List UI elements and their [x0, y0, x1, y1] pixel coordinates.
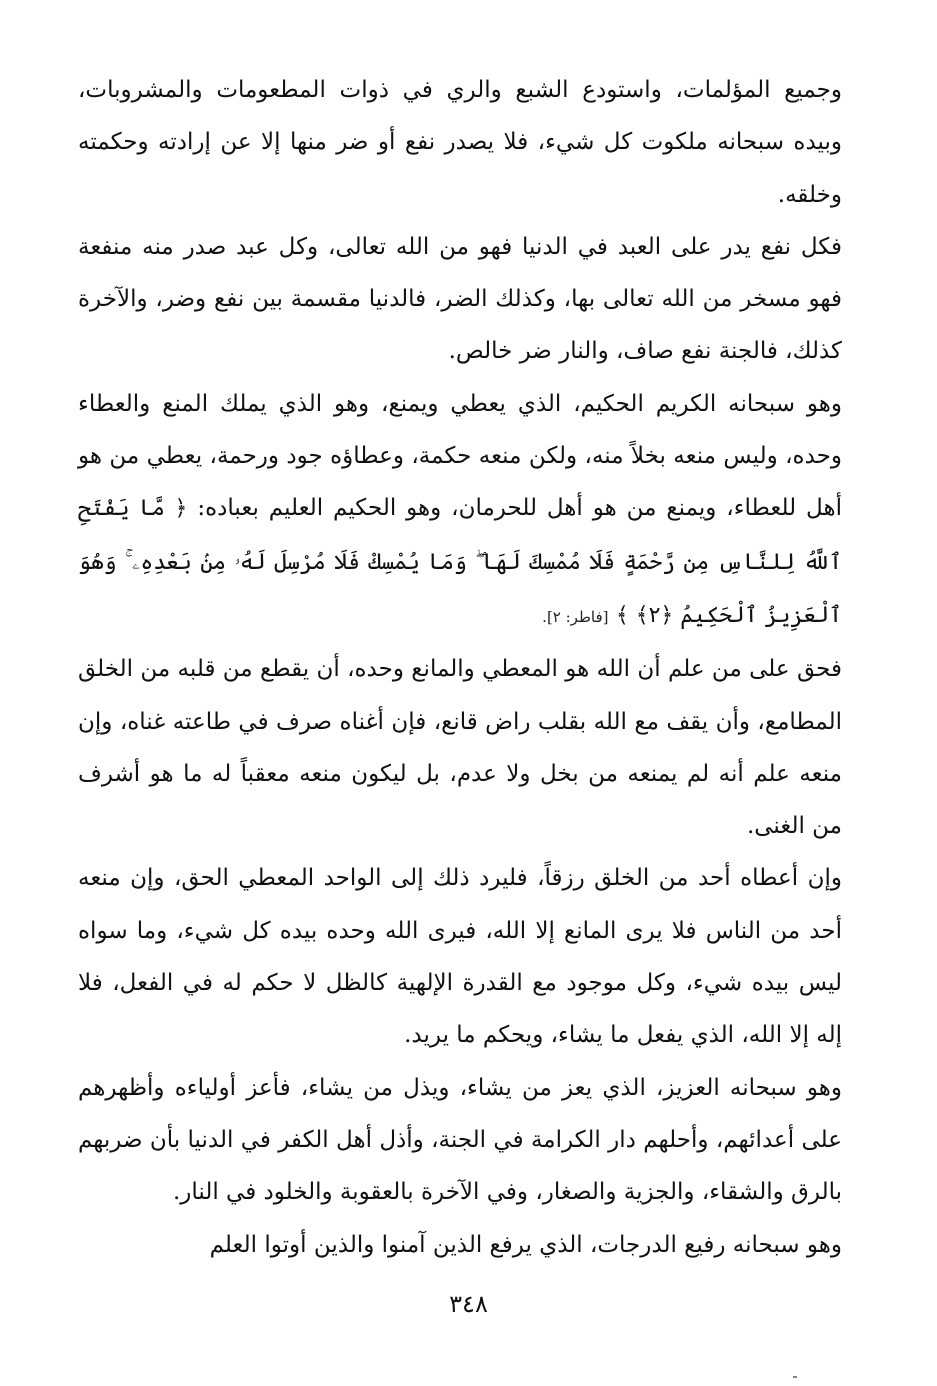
paragraph-5: وإن أعطاه أحد من الخلق رزقاً، فليرد ذلك إلى الواحد المعطي الحق، وإن منعه أحد من الناس فلا يرى المانع إلا الله، فيرى الله وحده بيده كل شيء، وما سواه ليس بيده شيء، وكل موجود مع القدرة الإلهية كالظل لا حكم له في الفعل، فلا إله إلا الله، الذي يفعل ما يشاء، ويحكم ما يريد.	[78, 865, 842, 1049]
quran-verse: ﴿ مَّا يَفْتَحِ ٱللَّهُ لِلنَّاسِ مِن رَّحْمَةٍ فَلَا مُمْسِكَ لَهَا ۖ وَمَا يُمْسِكْ فَلَا مُرْسِلَ لَهُۥ مِنۢ بَعْدِهِۦ ۚ وَهُوَ ٱلْعَزِيزُ ٱلْحَكِيمُ ﴿٢﴾ ﴾	[78, 496, 842, 628]
paragraph-4: فحق على من علم أن الله هو المعطي والمانع وحده، أن يقطع من قلبه من الخلق المطامع، وأن يقف مع الله بقلب راض قانع، فإن أغناه صرف في طاعته غناه، وإن منعه علم أنه لم يمنعه من بخل ولا عدم، بل ليكون منعه معقباً له ما هو أشرف من الغنى.	[78, 656, 842, 840]
verse-reference: [فاطر: ٢].	[542, 607, 609, 626]
paragraph-7: وهو سبحانه رفيع الدرجات، الذي يرفع الذين آمنوا والذين أوتوا العلم	[209, 1231, 842, 1258]
scan-speck	[793, 1376, 797, 1378]
paragraph-3	[78, 378, 842, 643]
body-text	[78, 64, 842, 1271]
paragraph-1: وجميع المؤلمات، واستودع الشبع والري في ذوات المطعومات والمشروبات، وبيده سبحانه ملكوت كل شيء، فلا يصدر نفع أو ضر منها إلا عن إرادته وحكمته وخلقه.	[78, 77, 842, 208]
paragraph-3-text: وهو سبحانه الكريم الحكيم، الذي يعطي ويمنع، وهو الذي يملك المنع والعطاء وحده، وليس منعه بخلاً منه، ولكن منعه حكمة، وعطاؤه جود ورحمة، يعطي من هو أهل للعطاء، ويمنع من هو أهل للحرمان، وهو الحكيم العليم بعباده:	[78, 390, 842, 522]
paragraph-2: فكل نفع يدر على العبد في الدنيا فهو من الله تعالى، وكل عبد صدر منه منفعة فهو مسخر من الله تعالى بها، وكذلك الضر، فالدنيا مقسمة بين نفع وضر، والآخرة كذلك، فالجنة نفع صاف، والنار ضر خالص.	[78, 233, 842, 365]
page-number: ٣٤٨	[449, 1290, 488, 1318]
paragraph-6: وهو سبحانه العزيز، الذي يعز من يشاء، ويذل من يشاء، فأعز أولياءه وأظهرهم على أعدائهم، وأحلهم دار الكرامة في الجنة، وأذل أهل الكفر في الدنيا بأن ضربهم بالرق والشقاء، والجزية والصغار، وفي الآخرة بالعقوبة والخلود في النار.	[78, 1074, 842, 1206]
